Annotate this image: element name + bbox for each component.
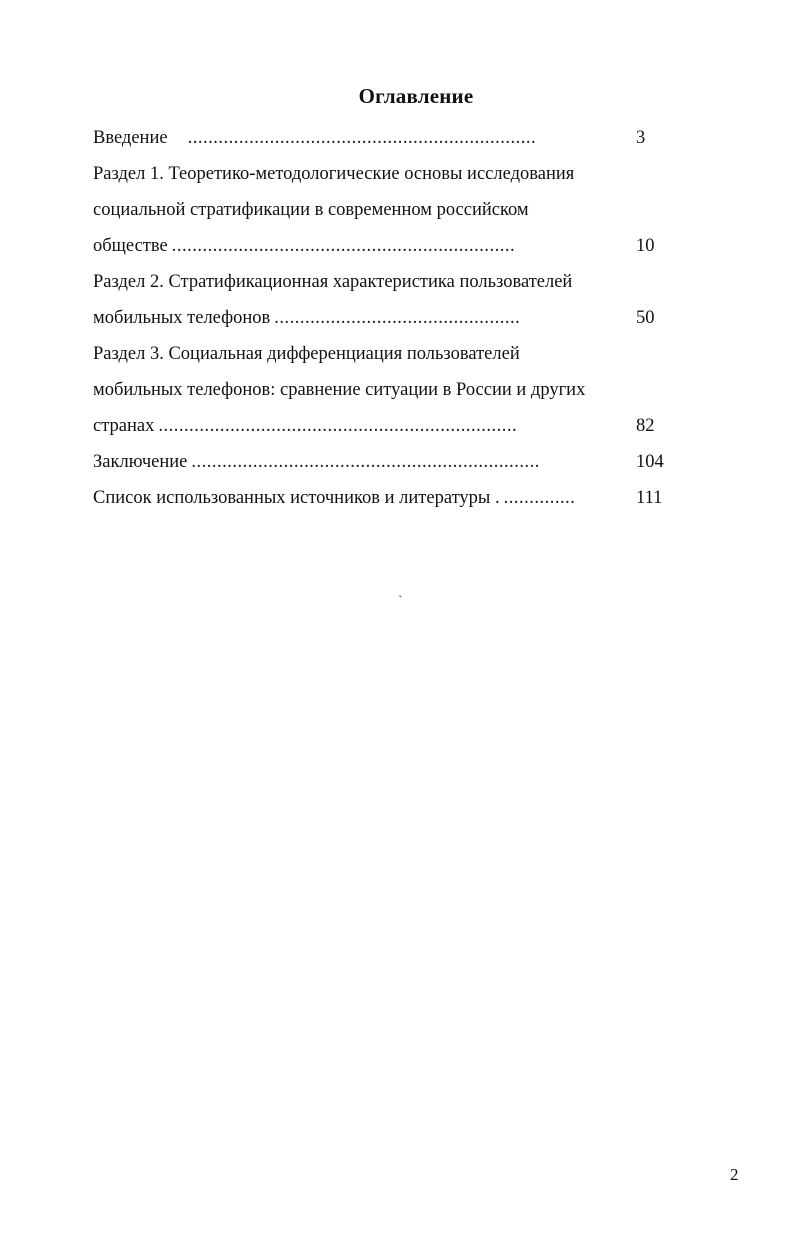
toc-entry-last-line — [93, 408, 673, 444]
toc-entry-line: социальной стратификации в современном российском — [93, 200, 529, 220]
toc-entry-line: Раздел 1. Теоретико-методологические основы исследования — [93, 164, 575, 184]
toc-entry-last-line — [93, 444, 673, 480]
toc-entry-text: Заключение — [93, 452, 188, 472]
toc-entry-text: Введение — [93, 128, 168, 148]
toc-entry-bibliography — [93, 480, 673, 516]
toc-entry-text: Список использованных источников и литературы . — [93, 488, 500, 508]
page-number: 2 — [730, 1165, 739, 1184]
toc-entry-text: мобильных телефонов — [93, 308, 271, 328]
toc-entry-last-line — [93, 480, 673, 516]
toc-dot-leader: ...................................................................... — [158, 416, 518, 436]
toc-dot-leader: ................................................................... — [171, 236, 516, 256]
toc-entry-introduction — [93, 120, 673, 156]
toc-entry-section-2 — [93, 264, 673, 336]
toc-entry-last-line — [93, 120, 673, 156]
toc-title: Оглавление — [358, 84, 474, 108]
toc-page-number: 50 — [636, 308, 655, 328]
toc-dot-leader: .................................................................... — [191, 452, 540, 472]
toc-page-number: 82 — [636, 416, 655, 436]
toc-page-number: 3 — [636, 128, 646, 148]
toc-entry-text: странах — [93, 416, 155, 436]
toc-entry-last-line — [93, 300, 673, 336]
toc-entry-line: Раздел 2. Стратификационная характеристика пользователей — [93, 272, 573, 292]
toc-entry-section-3 — [93, 336, 673, 444]
toc-entry-conclusion — [93, 444, 673, 480]
toc-entry-section-1 — [93, 156, 673, 264]
toc-page-number: 10 — [636, 236, 655, 256]
toc-entry-last-line — [93, 228, 673, 264]
toc-entry-text: обществе — [93, 236, 168, 256]
toc-page-number: 104 — [636, 452, 664, 472]
table-of-contents — [93, 120, 673, 516]
toc-dot-leader: .................................................................... — [187, 128, 537, 148]
toc-dot-leader: .............. — [503, 488, 576, 508]
toc-entry-line: Раздел 3. Социальная дифференциация пользователей — [93, 344, 520, 364]
toc-dot-leader: ................................................ — [274, 308, 521, 328]
toc-entry-line: мобильных телефонов: сравнение ситуации в России и других — [93, 380, 586, 400]
stray-scan-mark: ` — [398, 594, 403, 609]
toc-page-number: 111 — [636, 488, 663, 508]
